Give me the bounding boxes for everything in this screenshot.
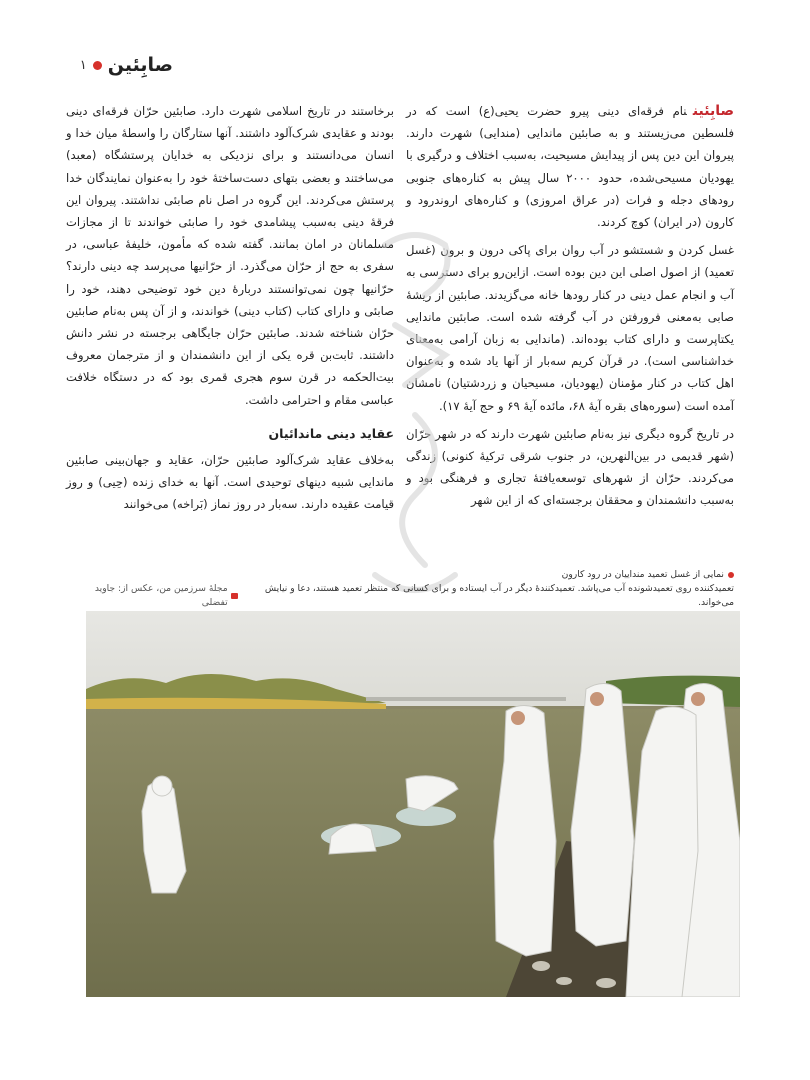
photo-credit	[70, 582, 238, 610]
red-dot-icon	[93, 61, 102, 70]
paragraph: در تاریخ گروه دیگری نیز به‌نام صابئین شهرت دارند که در شهر حرّان (شهر قدیمی در بین‌النهرین، در جنوب شرقی ترکیهٔ کنونی) زندگی می‌کردند. حرّان از شهرهای توسعه‌یافتهٔ تجاری و فرهنگی بود و به‌سبب دانشمندان و محققان برجسته‌ای که از این شهر	[406, 426, 734, 508]
caption-title: نمایی از غسل تعمید منداییان در رود کارون	[561, 569, 724, 580]
right-column	[406, 100, 734, 518]
paragraph	[406, 100, 734, 233]
page-header	[53, 50, 173, 80]
page-number: ۱	[79, 57, 87, 73]
page-title: صابِئین	[107, 54, 173, 76]
paragraph: برخاستند در تاریخ اسلامی شهرت دارد. صابئین حرّان فرقه‌ای دینی بودند و عقایدی شرک‌آلود داشتند. آنها ستارگان را واسطهٔ میان خدا و انسان می‌دانستند و برای نزدیکی به خدایان پرستشگاه (معبد) می‌ساختند و بعضی بتهای دست‌ساختهٔ خود را به‌عنوان نمایندگان خدا پرستش می‌کردند. این گروه در اصل نام صابئی نداشتند. پیروان این فرقهٔ دینی به‌سبب پیشامدی خود را صابئی خواندند تا از مجازات مسلمانان در امان بمانند. گفته شده که مأمون، خلیفهٔ عباسی، در سفری به حج از حرّان می‌گذرد. از حرّانیها می‌پرسد چه دینی دارند؟ حرّانیها چون نمی‌توانستند دربارهٔ دین خود توضیحی دهند، خود را صابئی و دارای کتاب (کتاب دینی) خواندند، و از آن پس به‌نام صابئین حرّان شناخته شدند. صابئین حرّان جایگاهی برجسته در نشر دانش داشتند. ثابت‌بن قره یکی از این دانشمندان و از مترجمان معروف بیت‌الحکمه در قرن سوم هجری قمری بود که در دستگاه خلافت عباسی مقام و احترامی داشت.	[66, 104, 394, 407]
paragraph: غسل کردن و شستشو در آب روان برای پاکی درون و برون (غسل تعمید) از اصول اصلی این دین بوده است. ازاین‌رو برای دسترسی به آب و انجام عمل دینی در کنار رودها خانه می‌گزیدند. صابئین از ریشهٔ صابی به‌معنی فرورفتن در آب گرفته شده است. صابئین ماندایی یکتاپرست و دارای کتاب بوده‌اند. (ماندایی به زبان آرامی به‌معنای خداشناسی است). در قرآن کریم سه‌بار از آنها یاد شده و به‌عنوان اهل کتاب در کنار مؤمنان (یهودیان، مسیحیان و زردشتیان) نامشان آمده است (سوره‌های بقره آیهٔ ۶۸، مائده آیهٔ ۶۹ و حج آیهٔ ۱۷).	[406, 243, 734, 413]
paragraph: به‌خلاف عقاید شرک‌آلود صابئین حرّان، عقاید و جهان‌بینی صابئین ماندایی شبیه دینهای توحیدی است. آنها به خدای زنده (حِیی) و روز قیامت عقیده دارند. سه‌بار در روز نماز (بَراخه) می‌خوانند	[66, 453, 394, 512]
paragraph-text: نام فرقه‌ای دینی پیرو حضرت یحیی(ع) است که در فلسطین می‌زیستند و به صابئین ماندایی (مندایی) شهرت دارند. پیروان این دین پس از پیدایش مسیحیت، به‌سبب اختلاف و درگیری با یهودیان مسیحی‌شده، حدود ۲۰۰۰ سال پیش به کناره‌های جنوبی رودهای دجله و فرات (در عراق امروزی) و کناره‌های اروندرود و کارون (در ایران) کوچ کردند.	[406, 104, 734, 230]
entry-lead: صابِئین	[692, 103, 734, 119]
baptism-photo	[86, 611, 740, 997]
photo-caption	[70, 568, 734, 610]
camera-icon	[231, 593, 239, 599]
baptism-photo-illustration	[86, 611, 740, 997]
caption-description: تعمیدکننده روی تعمیدشونده آب می‌پاشد. تعمیدکنندهٔ دیگر در آب ایستاده و برای کسانی که منتظر تعمید هستند، دعا و نیایش می‌خواند.	[264, 583, 734, 608]
left-column	[66, 100, 394, 522]
section-heading: عقاید دینی ماندائیان	[268, 425, 394, 441]
credit-text: مجلهٔ سرزمین من، عکس از: جاوید تفضلی	[94, 583, 228, 608]
red-bullet-icon	[728, 572, 734, 578]
